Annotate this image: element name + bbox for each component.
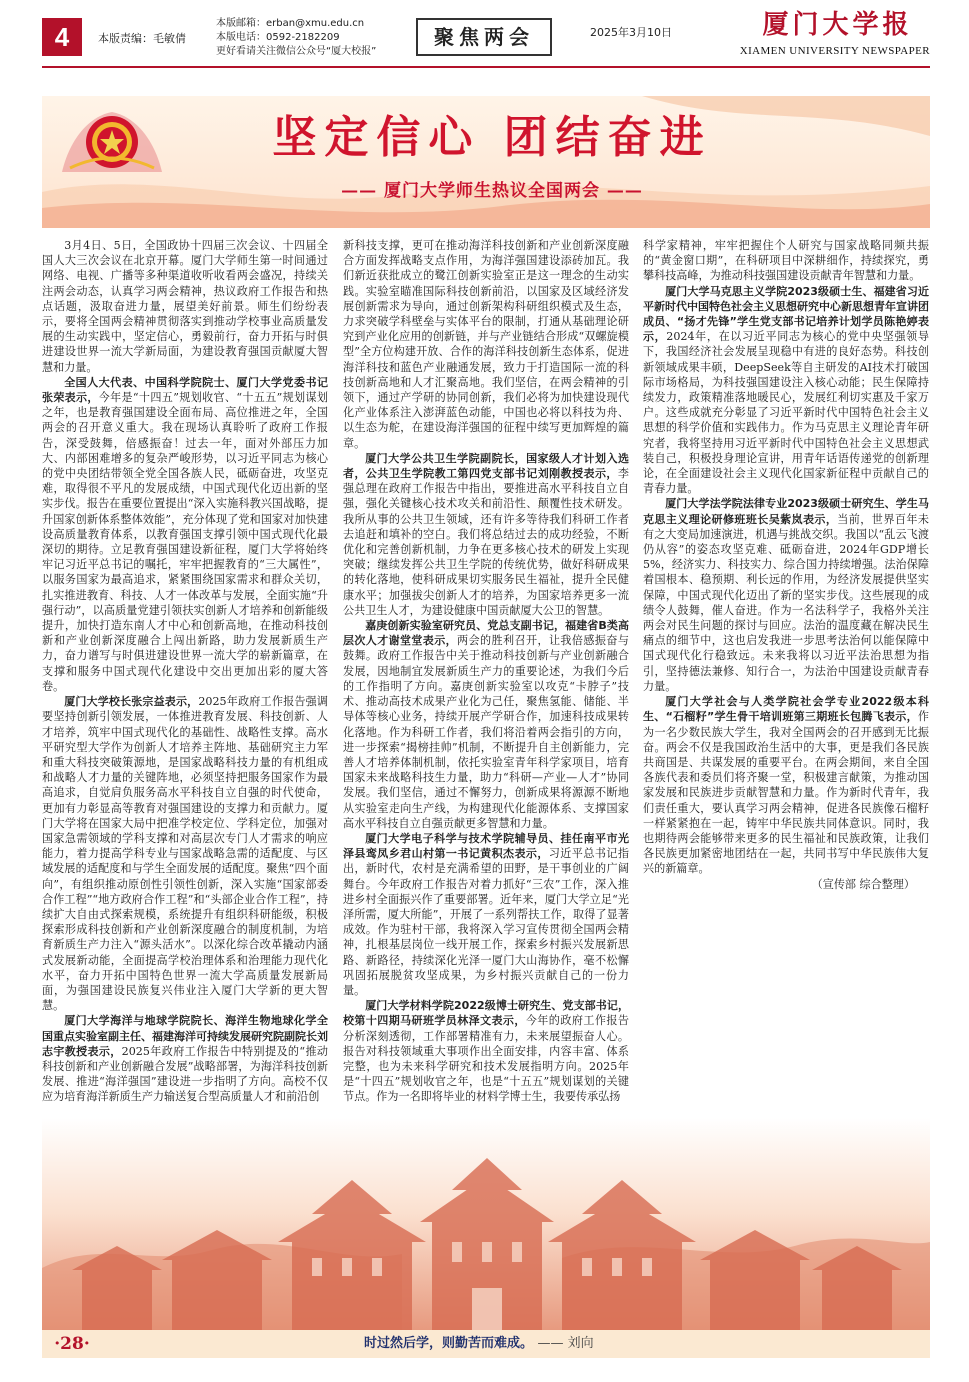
quote-paragraph (42, 694, 328, 1013)
quote-text: 今年的政府工作报告分析深刻透彻，工作部署精准有力，未来展望振奋人心。报告对科技领域重大事项作出全面安排，内容丰富、体系完整，也为未来科学研究和技术发展指明方向。2025年是“十四五”规划收官之年，也是“十五五”规划谋划的关键节点。作为一名即将毕业的材料学博士生，我要传承弘扬 (343, 1014, 629, 1104)
quote-text: 李强总理在政府工作报告中指出，要推进高水平科技自立自强，强化关键核心技术攻关和前沿性、颠覆性技术研发。我所从事的公共卫生领域，还有许多等待我们科研工作者去追赶和填补的空白。我们将总结过去的成功经验，不断优化和完善创新机制，力争在更多核心技术的研发上实现突破；继续发挥公共卫生学院的传统优势，做好科研成果的转化落地，使科研成果切实服务民生福祉，提升全民健康水平；加强拔尖创新人才的培养，为国家培养更多一流公共卫生人才，为建设健康中国贡献厦大公卫的智慧。 (343, 467, 629, 617)
quote-paragraph (343, 998, 629, 1104)
page-header (0, 0, 969, 72)
quote-paragraph (643, 238, 929, 284)
quote-text: 2024年，在以习近平同志为核心的党中央坚强领导下，我国经济社会发展呈现稳中有进的良好态势。科技创新领域成果丰硕，DeepSeek等自主研发的AI技术打破国际市场格局，为科技强国建设注入核心动能；民生保障持续发力，政策精准落地暖民心，发展红利切实惠及千家万户。这些成就充分彰显了习近平新时代中国特色社会主义思想的科学价值和实践伟力。作为马克思主义理论青年研究者，我将坚持用习近平新时代中国特色社会主义思想武装自己，积极投身理论宣讲，用青年话语传递党的创新理论，在全面建设社会主义现代化国家新征程中贡献自己的青春力量。 (643, 330, 929, 496)
contact-email: 本版邮箱：erban@xmu.edu.cn (216, 18, 365, 29)
speaker-name: 厦门大学电子科学与技术学院辅导员、挂任南平市光泽县鸾凤乡君山村第一书记黄积杰表示， (343, 831, 629, 861)
quote-paragraph (343, 451, 629, 618)
article-signature: （宣传部 综合整理） (811, 877, 915, 891)
editor-credit: 本版责编：毛敏倩 (98, 32, 186, 45)
article-column-2 (343, 238, 629, 1118)
speaker-name: 嘉庚创新实验室研究员、党总支副书记，福建省B类高层次人才谢堂堂表示， (343, 619, 629, 648)
quote-author: —— 刘向 (537, 1336, 594, 1351)
quote-text: 今年是“十四五”规划收官、“十五五”规划谋划之年，也是教育强国建设全面布局、高位推进之年，全国两会的召开意义重大。我在现场认真聆听了政府工作报告，深受鼓舞，倍感振奋！过去一年，面对外部压力加大、内部困难增多的复杂严峻形势，以习近平同志为核心的党中央团结带领全党全国各族人民，砥砺奋进，攻坚克难，取得很不平凡的发展成绩，中国式现代化迈出新的坚实步伐。报告在重要位置提出“深入实施科教兴国战略，提升国家创新体系整体效能”，充分体现了党和国家对加快建设高质量教育体系，以教育强国支撑引领中国式现代化最深切的期待。立足教育强国建设新征程，厦门大学将始终牢记习近平总书记的嘱托，牢牢把握教育的“三大属性”，以服务国家为最高追求，紧紧围绕国家需求和群众关切，扎实推进教育、科技、人才一体改革与发展，全面实施“升强行动”，以高质量党建引领扶实创新人才培养和创新能级提升，加快打造东南人才中心和创新高地，在推动科技创新和产业创新深度融合上闯出新路，助力发展新质生产力，奋力谱写与时俱进建设世界一流大学的崭新篇章，在支撑和服务中国式现代化建设中交出更加出彩的厦大答卷。 (42, 391, 328, 693)
masthead-logo: 厦门大学报 (762, 10, 913, 40)
quote-text: 2025年政府工作报告强调要坚持创新引领发展，一体推进教育发展、科技创新、人才培养，筑牢中国式现代化的基础性、战略性支撑。高水平研究型大学作为创新人才培养主阵地、基础研究主力军和重大科技突破策源地，是国家战略科技力量的有机组成和战略人才力量的关键阵地，必须坚持把服务国家作为最高追求，自觉肩负服务高水平科技自立自强的时代使命，更加有力彰显高等教育对强国建设的支撑力和贡献力。厦门大学将在国家大局中把准学校定位、学科定位，加强对国家急需领域的学科支撑和对高层次专门人才需求的响应能力，着力提高学科专业与国家战略急需的适配度、与区域发展的适配度和与学生全面发展的适配度。聚焦“四个面向”，有组织推动原创性引领性创新，深入实施“国家部委合作工程”“地方政府合作工程”和“头部企业合作工程”，持续扩大自由式探索规模，系统提升有组织科研能级，积极探索形成科技创新和产业创新深度融合的制度机制，为培育新质生产力注入“源头活水”。以深化综合改革撬动内涵式发展新动能，全面提高学校治理体系和治理能力现代化水平，奋力开拓中国特色世界一流大学高质量发展新局面，为强国建设民族复兴伟业注入厦门大学新的更大智慧。 (42, 695, 328, 1013)
quote-paragraph (42, 1013, 328, 1104)
page-number: 4 (42, 18, 82, 56)
speaker-name: 厦门大学材料学院2022级博士研究生、党支部书记，校第十四期马研班学员林泽文表示， (343, 999, 629, 1028)
article-column-1 (42, 238, 328, 1118)
quote-text: 习近平总书记指出，新时代，农村是充满希望的田野，是干事创业的广阔舞台。今年政府工作报告对着力抓好“三农”工作，深入推进乡村全面振兴作了重要部署。近年来，厦门大学立足“光泽所需，厦大所能”，开展了一系列帮扶工作，取得了显著成效。作为驻村干部，我将深入学习宣传贯彻全国两会精神，扎根基层岗位一线开展工作，探索乡村振兴发展新思路、新路径，持续深化光泽一厦门大山海协作，毫不松懈巩固拓展脱贫攻坚成果，为乡村振兴贡献自己的一份力量。 (343, 847, 629, 997)
speaker-name: 厦门大学校长张宗益表示， (64, 695, 199, 709)
contact-wechat: 更好看请关注微信公众号“厦大校报” (216, 46, 377, 57)
quote-line: 时过然后学，则勤苦而难成。 (364, 1336, 534, 1351)
headline-title: 坚定信心 团结奋进 (272, 112, 712, 163)
article-body (42, 238, 930, 1118)
issue-date: 2025年3月10日 (590, 26, 672, 39)
contact-info (216, 17, 376, 59)
footer-quote (364, 1332, 594, 1356)
quote-text: 科学家精神，牢牢把握住个人研究与国家战略同频共振的“黄金窗口期”，在科研项目中深耕细作，持续探究，勇攀科技高峰，为推动科技强国建设贡献青年智慧和力量。 (643, 239, 929, 283)
headline-subtitle: —— 厦门大学师生热议全国两会 —— (341, 181, 643, 201)
quote-paragraph (343, 618, 629, 831)
page-footer (42, 1330, 930, 1358)
quote-text: 两会的胜利召开，让我倍感振奋与鼓舞。政府工作报告中关于推动科技创新与产业创新融合发展，因地制宜发展新质生产力的重要论述，为我们今后的工作指明了方向。嘉庚创新实验室以攻克“卡脖子”技术、推动高技术成果产业化为己任，聚焦氢能、储能、半导体等核心业务，持续开展产学研合作，加速科技成果转化落地。作为科研工作者，我们将沿着两会指引的方向，进一步探索“揭榜挂帅”机制，不断提升自主创新能力，完善人才培养体制机制，依托实验室青年科学家项目，培育国家未来战略科技生力量，助力“科研—产业—人才”协同发展。我们坚信，通过不懈努力，创新成果将源源不断地从实验室走向生产线，为构建现代化能源体系、支撑国家高水平科技自立自强贡献更多智慧和力量。 (343, 634, 629, 830)
contact-phone: 本版电话：0592-2182209 (216, 32, 340, 43)
speaker-name: 厦门大学法学院法律专业2023级硕士研究生、学生马克思主义理论研修班班长吴紫岚表示， (643, 497, 929, 526)
quote-text: 作为一名少数民族大学生，我对全国两会的召开感到无比振奋。两会不仅是我国政治生活中的大事，更是我们各民族共商国是、共谋发展的重要平台。在两会期间，来自全国各族代表和委员们将齐聚一堂，积极建言献策，为推动国家发展和民族进步贡献智慧和力量。作为新时代青年，我们责任重大，要认真学习两会精神，促进各民族像石榴籽一样紧紧抱在一起，铸牢中华民族共同体意识。同时，我也期待两会能够带来更多的民生福祉和民族政策，让我们各民族更加紧密地团结在一起，共同书写中华民族伟大复兴的新篇章。 (643, 710, 929, 876)
quote-text: 当前，世界百年未有之大变局加速演进，机遇与挑战交织。我国以“乱云飞渡仍从容”的姿态攻坚克难、砥砺奋进，2024年GDP增长5%，经济实力、科技实力、综合国力持续增强。法治保障着国根本、稳预期、利长远的作用，为经济发展提供坚实保障，中国式现代化迈出了新的坚实步伐。这些展现的成绩令人鼓舞，催人奋进。作为一名法科学子，我格外关注两会对民生问题的探讨与回应。法治的温度藏在解决民生痛点的细节中，这也启发我进一步思考法治何以能保障中国式现代化行稳致远。未来我将以习近平法治思想为指引，坚持德法兼修、知行合一，为法治中国建设贡献青春力量。 (643, 512, 929, 693)
quote-paragraph (643, 284, 929, 497)
speaker-name: 厦门大学马克思主义学院2023级硕士生、福建省习近平新时代中国特色社会主义思想研究中心新思想青年宣讲团成员、“扬才先锋”学生党支部书记培养计划学员陈艳婷表示， (643, 284, 929, 344)
quote-paragraph (643, 694, 929, 876)
masthead-english: XIAMEN UNIVERSITY NEWSPAPER (739, 45, 930, 57)
section-label: 聚焦两会 (416, 18, 552, 56)
article-column-3 (643, 238, 929, 1118)
headline-banner (42, 96, 930, 228)
speaker-name: 厦门大学社会与人类学院社会学专业2022级本科生、“石榴籽”学生骨干培训班第三期班长包腾飞表示， (643, 695, 929, 724)
header-rule (42, 66, 930, 68)
quote-text: 2025年政府工作报告中特别提及的“推动科技创新和产业创新融合发展”战略部署，为海洋科技创新发展、推进“海洋强国”建设进一步指明了方向。高校不仅应为培育海洋新质生产力输送复合型高质量人才和前沿创 (42, 1044, 328, 1104)
quote-paragraph (343, 238, 629, 451)
speaker-name: 厦门大学海洋与地球学院院长、海洋生物地球化学全国重点实验室副主任、福建海洋可持续发展研究院副院长刘志宇教授表示， (42, 1014, 328, 1058)
speaker-name: 全国人大代表、中国科学院院士、厦门大学党委书记张荣表示， (42, 375, 328, 405)
emblem-icon (60, 108, 164, 174)
quote-text: 新科技支撑，更可在推动海洋科技创新和产业创新深度融合方面发挥战略支点作用，为海洋强国建设添砖加瓦。我们新近获批成立的鹭江创新实验室正是这一理念的生动实践。实验室瞄准国际科技创新前沿，以国家及区域经济发展创新需求为导向，通过创新架构科研组织模式及生态，力求突破学科壁垒与实体平台的限制，打通从基础理论研究到产业化应用的创新链，并与产业链结合形成“双螺旋模型”全方位构建开放、合作的海洋科技创新生态体系，促进海洋科技和蓝色产业融通发展，致力于打造国际一流的科技创新高地和人才汇聚高地。我们坚信，在两会精神的引领下，通过产学研的协同创新，我们必将为加快建设现代化产业体系注入澎湃蓝色动能，中国也必将以科技为舟、以生态为舵，在建设海洋强国的征程中续写更加辉煌的篇章。 (343, 239, 629, 450)
intro-paragraph: 3月4日、5日，全国政协十四届三次会议、十四届全国人大三次会议在北京开幕。厦门大学师生第一时间通过网络、电视、广播等多种渠道收听收看两会盛况，持续关注两会动态，认真学习两会精神，热议政府工作报告和热点话题，汲取奋进力量，展望美好前景。师生们纷纷表示，要将全国两会精神贯彻落实到推动学校事业高质量发展的生动实践中，坚定信心，勇毅前行，奋力开拓与时俱进建设世界一流大学新局面，为建设教育强国贡献厦大智慧和力量。 (42, 239, 328, 374)
quote-paragraph (643, 496, 929, 694)
campus-skyline-illustration (42, 1118, 930, 1330)
footer-page-number: ·28· (54, 1334, 90, 1354)
quote-paragraph (42, 375, 328, 694)
speaker-name: 厦门大学公共卫生学院副院长，国家级人才计划入选者，公共卫生学院教工第四党支部书记刘刚教授表示， (343, 451, 629, 481)
quote-paragraph (343, 831, 629, 998)
